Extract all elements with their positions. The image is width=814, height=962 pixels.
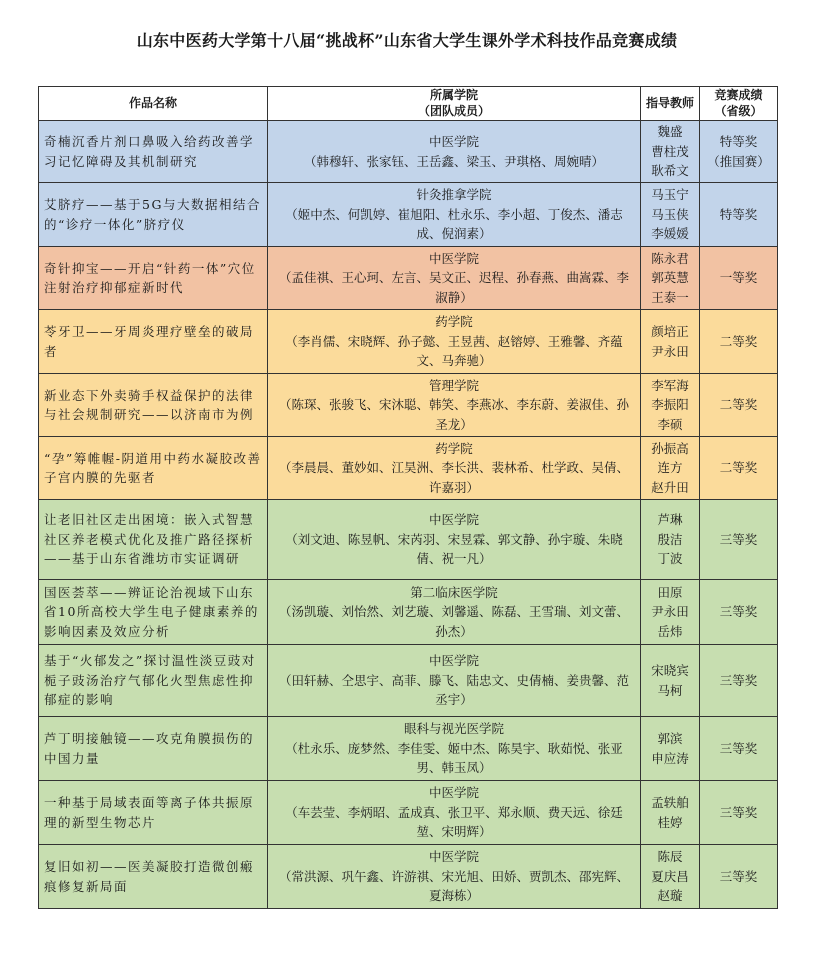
page-title: 山东中医药大学第十八届“挑战杯”山东省大学生课外学术科技作品竞赛成绩 (136, 31, 678, 50)
teacher-name: 孟轶舶 (651, 795, 689, 811)
teachers-cell (641, 500, 700, 580)
table-row (39, 717, 778, 781)
award-cell (700, 247, 778, 310)
award-cell (700, 845, 778, 909)
team-members: （韩穆轩、张家钰、王岳鑫、梁玉、尹琪格、周婉晴） (303, 153, 604, 169)
header-college-label: 所属学院 (429, 87, 478, 102)
teacher-name: 李军海 (651, 377, 689, 393)
award-level: 二等奖 (719, 333, 758, 349)
project-name-cell: “孕”筹帷幄-阴道用中药水凝胶改善子宫内膜的先驱者 (39, 437, 268, 500)
teacher-name: 王泰一 (651, 289, 689, 305)
teachers-cell (641, 580, 700, 645)
award-level: 二等奖 (719, 460, 758, 476)
table-row (39, 374, 778, 437)
teacher-name: 岳炜 (657, 623, 683, 639)
award-cell (700, 121, 778, 183)
college-cell (268, 437, 641, 500)
project-name-cell: 基于“火郁发之”探讨温性淡豆豉对栀子豉汤治疗气郁化火型焦虑性抑郁症的影响 (39, 645, 268, 717)
college-cell (268, 781, 641, 845)
college-cell (268, 310, 641, 374)
teacher-name: 马玉宁 (651, 187, 689, 203)
teacher-name: 郭滨 (657, 731, 683, 747)
teachers-cell (641, 247, 700, 310)
award-cell (700, 781, 778, 845)
teacher-name: 李振阳 (651, 397, 689, 413)
team-members: （常洪源、巩午鑫、许游祺、宋光旭、田娇、贾凯杰、邵宪辉、夏海栋） (278, 868, 629, 904)
teachers-cell (641, 437, 700, 500)
award-level: 二等奖 (719, 397, 758, 413)
college-cell (268, 717, 641, 781)
college-name: 管理学院 (428, 377, 479, 393)
project-name-cell: 苓牙卫——牙周炎理疗壁垒的破局者 (39, 310, 268, 374)
team-members: （田轩赫、仝思宇、高菲、滕飞、陆忠文、史倩楠、姜贵馨、范丞宇） (278, 672, 629, 708)
award-cell (700, 717, 778, 781)
team-members: （杜永乐、庞梦然、李佳雯、姬中杰、陈昊宇、耿茹悦、张亚男、韩玉凤） (285, 740, 623, 776)
table-row (39, 500, 778, 580)
award-cell (700, 500, 778, 580)
team-members: （姬中杰、何凯婷、崔旭阳、杜永乐、李小超、丁俊杰、潘志成、倪润素） (285, 206, 623, 242)
college-name: 中医学院 (428, 785, 479, 801)
college-cell (268, 374, 641, 437)
team-members: （汤凯璇、刘怡然、刘艺璇、刘馨遥、陈磊、王雪瑞、刘文蕾、孙杰） (278, 604, 629, 639)
teacher-name: 李媛媛 (651, 226, 689, 242)
project-name-cell: 复旧如初——医美凝胶打造微创瘢痕修复新局面 (39, 845, 268, 909)
table-header-row (39, 87, 778, 121)
award-cell (700, 310, 778, 374)
college-name: 中医学院 (428, 849, 479, 865)
award-note: （推国赛） (707, 153, 770, 169)
header-award-label: 竞赛成绩 (714, 87, 763, 102)
teacher-name: 郭英慧 (651, 270, 689, 286)
header-award-sub: （省级） (714, 103, 763, 118)
teachers-cell (641, 183, 700, 247)
college-name: 中医学院 (428, 134, 479, 150)
award-cell (700, 437, 778, 500)
teacher-name: 陈辰 (657, 849, 683, 865)
teacher-name: 芦琳 (657, 512, 683, 528)
table-row (39, 437, 778, 500)
team-members: （车芸莹、李炳昭、孟成真、张卫平、郑永顺、费天远、徐廷堃、宋明辉） (285, 804, 623, 840)
team-members: （刘文迪、陈昱帆、宋芮羽、宋昱霖、郭文静、孙宇璇、朱晓倩、祝一凡） (285, 531, 623, 567)
teachers-cell (641, 845, 700, 909)
teachers-cell (641, 374, 700, 437)
award-level: 特等奖 (719, 134, 758, 150)
college-cell (268, 247, 641, 310)
college-name: 中医学院 (428, 250, 479, 266)
teachers-cell (641, 717, 700, 781)
award-cell (700, 580, 778, 645)
results-table (38, 86, 778, 909)
award-level: 三等奖 (719, 804, 758, 820)
college-cell (268, 121, 641, 183)
award-cell (700, 645, 778, 717)
teacher-name: 魏盛 (657, 124, 683, 140)
project-name-cell: 奇针抑宝——开启“针药一体”穴位注射治疗抑郁症新时代 (39, 247, 268, 310)
project-name-cell: 新业态下外卖骑手权益保护的法律与社会规制研究——以济南市为例 (39, 374, 268, 437)
table-row (39, 121, 778, 183)
teacher-name: 夏庆昌 (651, 868, 689, 884)
award-level: 三等奖 (719, 531, 758, 547)
teachers-cell (641, 781, 700, 845)
teacher-name: 赵璇 (657, 888, 683, 904)
table-row (39, 183, 778, 247)
college-cell (268, 645, 641, 717)
teachers-cell (641, 310, 700, 374)
teacher-name: 孙振高 (651, 440, 689, 456)
header-project-name: 作品名称 (39, 87, 268, 121)
teachers-cell (641, 645, 700, 717)
teacher-name: 尹永田 (651, 343, 689, 359)
college-name: 眼科与视光医学院 (403, 721, 504, 737)
award-level: 三等奖 (719, 672, 758, 688)
teacher-name: 田原 (657, 584, 683, 600)
header-teacher: 指导教师 (641, 87, 700, 121)
project-name-cell: 让老旧社区走出困境：嵌入式智慧社区养老模式优化及推广路径探析——基于山东省潍坊市实证调研 (39, 500, 268, 580)
header-college (268, 87, 641, 121)
table-row (39, 310, 778, 374)
teacher-name: 申应涛 (651, 750, 689, 766)
college-cell (268, 580, 641, 645)
award-level: 特等奖 (719, 206, 758, 222)
team-members: （孟佳祺、王心珂、左言、吴文正、迟程、孙春燕、曲嵩霖、李淑静） (278, 270, 629, 305)
teacher-name: 耿希文 (651, 163, 689, 179)
teacher-name: 丁波 (657, 551, 683, 567)
teachers-cell (641, 121, 700, 183)
teacher-name: 尹永田 (651, 604, 689, 620)
award-level: 三等奖 (719, 740, 758, 756)
award-level: 三等奖 (719, 868, 758, 884)
teacher-name: 陈永君 (651, 250, 689, 266)
college-name: 中医学院 (428, 512, 479, 528)
team-members: （李晨晨、董妙如、江昊洲、李长洪、裴林希、杜学政、吴倩、许嘉羽） (278, 460, 629, 495)
college-cell (268, 845, 641, 909)
table-row (39, 845, 778, 909)
table-row (39, 580, 778, 645)
teacher-name: 颜培正 (651, 324, 689, 340)
header-award (700, 87, 778, 121)
team-members: （李肖儒、宋晓辉、孙子懿、王昱茜、赵镕婷、王雅馨、齐蕴文、马奔驰） (285, 333, 623, 369)
award-cell (700, 374, 778, 437)
teacher-name: 马玉侠 (651, 206, 689, 222)
project-name-cell: 奇楠沉香片剂口鼻吸入给药改善学习记忆障碍及其机制研究 (39, 121, 268, 183)
teacher-name: 马柯 (657, 682, 683, 698)
award-level: 三等奖 (719, 604, 758, 620)
table-row (39, 781, 778, 845)
college-name: 药学院 (435, 314, 473, 330)
teacher-name: 连方 (657, 460, 683, 476)
teacher-name: 李硕 (657, 416, 683, 432)
college-name: 第二临床医学院 (410, 584, 498, 600)
team-members: （陈琛、张骏飞、宋沐聪、韩笑、李燕冰、李东蔚、姜淑佳、孙圣龙） (278, 397, 629, 432)
award-level: 一等奖 (719, 270, 758, 286)
teacher-name: 宋晓宾 (651, 663, 689, 679)
college-name: 药学院 (435, 440, 473, 456)
header-college-sub: （团队成员） (417, 103, 490, 118)
teacher-name: 赵升田 (651, 479, 689, 495)
table-row (39, 645, 778, 717)
college-name: 中医学院 (428, 653, 479, 669)
teacher-name: 桂婷 (657, 814, 683, 830)
project-name-cell: 芦丁明接触镜——攻克角膜损伤的中国力量 (39, 717, 268, 781)
college-name: 针灸推拿学院 (416, 187, 492, 203)
table-row (39, 247, 778, 310)
project-name-cell: 艾脐疗——基于5G与大数据相结合的“诊疗一体化”脐疗仪 (39, 183, 268, 247)
teacher-name: 曹柱茂 (651, 143, 689, 159)
project-name-cell: 国医荟萃——辨证论治视域下山东省10所高校大学生电子健康素养的影响因素及效应分析 (39, 580, 268, 645)
college-cell (268, 500, 641, 580)
award-cell (700, 183, 778, 247)
college-cell (268, 183, 641, 247)
teacher-name: 殷洁 (657, 531, 683, 547)
project-name-cell: 一种基于局域表面等离子体共振原理的新型生物芯片 (39, 781, 268, 845)
